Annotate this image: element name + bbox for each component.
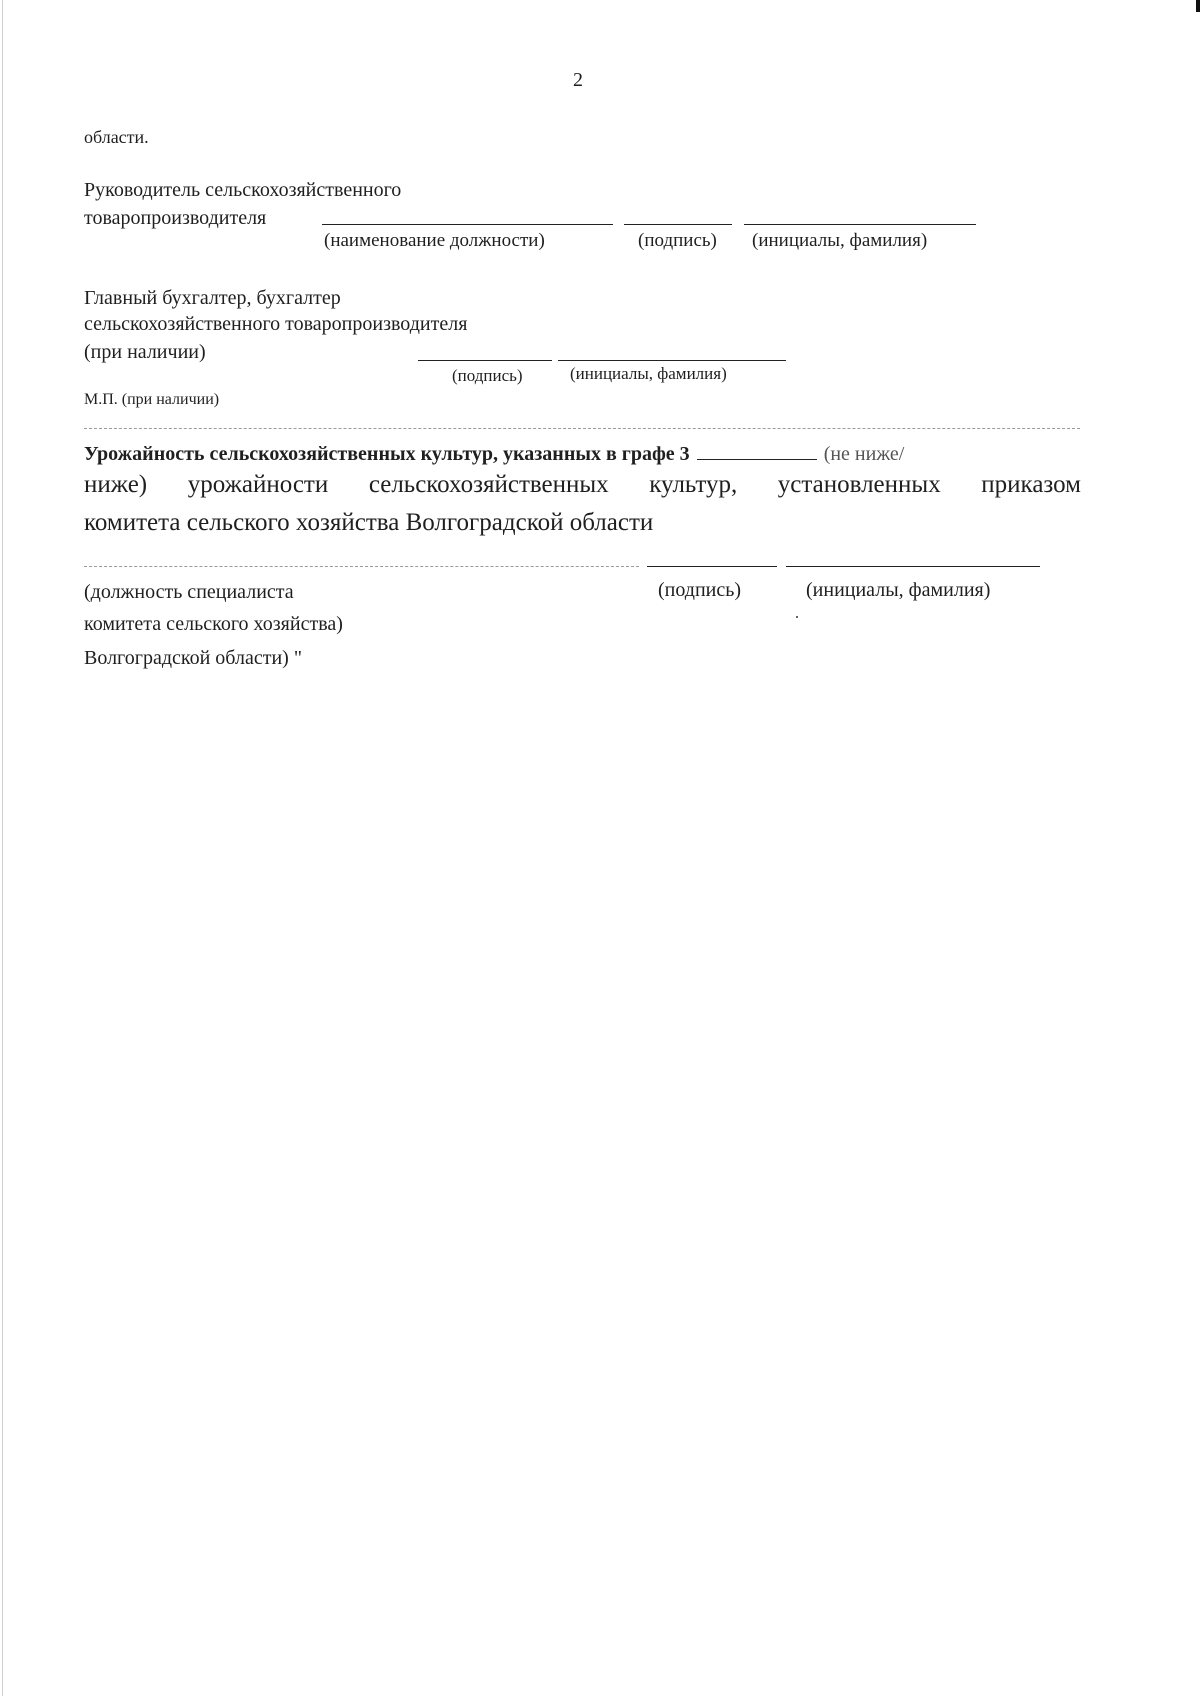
head-title-line1: Руководитель сельскохозяйственного (84, 179, 402, 201)
head-title-line2: товаропроизводителя (84, 207, 267, 229)
head-caption-position: (наименование должности) (324, 230, 545, 251)
head-signature-line (624, 224, 732, 225)
yield-fill-line (697, 443, 817, 460)
specialist-position-line (84, 566, 639, 567)
scan-speck (796, 616, 798, 618)
specialist-caption-initials: (инициалы, фамилия) (806, 579, 991, 601)
accountant-caption-signature: (подпись) (452, 366, 523, 385)
accountant-signature-line (418, 360, 552, 361)
scan-corner-mark (1196, 0, 1200, 12)
accountant-initials-line (558, 360, 786, 361)
specialist-caption-signature: (подпись) (658, 579, 742, 601)
specialist-caption-line2: комитета сельского хозяйства) (84, 613, 343, 635)
continuation-text: области. (84, 127, 149, 147)
head-caption-initials: (инициалы, фамилия) (752, 230, 928, 251)
page-number: 2 (573, 69, 583, 91)
accountant-line2: сельскохозяйственного товаропроизводителя (84, 313, 468, 335)
yield-option-text: (не ниже/ (823, 443, 905, 465)
specialist-caption-line3: Волгоградской области) " (84, 647, 302, 669)
scan-edge (2, 0, 3, 1696)
yield-line1 (84, 442, 904, 466)
yield-line3: комитета сельского хозяйства Волгоградской области (84, 509, 654, 536)
stamp-label: М.П. (при наличии) (84, 391, 220, 408)
accountant-line3: (при наличии) (84, 341, 206, 363)
specialist-initials-line (786, 566, 1040, 567)
yield-line2: ниже) урожайности сельскохозяйственных культур, установленных приказом (84, 471, 1081, 498)
head-initials-line (744, 224, 976, 225)
head-position-line (322, 224, 613, 225)
specialist-caption-line1: (должность специалиста (84, 581, 294, 603)
yield-bold-text: Урожайность сельскохозяйственных культур, указанных в графе 3 (84, 443, 690, 465)
accountant-caption-initials: (инициалы, фамилия) (570, 364, 727, 383)
separator-line (84, 428, 1080, 429)
accountant-line1: Главный бухгалтер, бухгалтер (84, 287, 341, 309)
head-caption-signature: (подпись) (638, 230, 717, 251)
specialist-signature-line (647, 566, 777, 567)
